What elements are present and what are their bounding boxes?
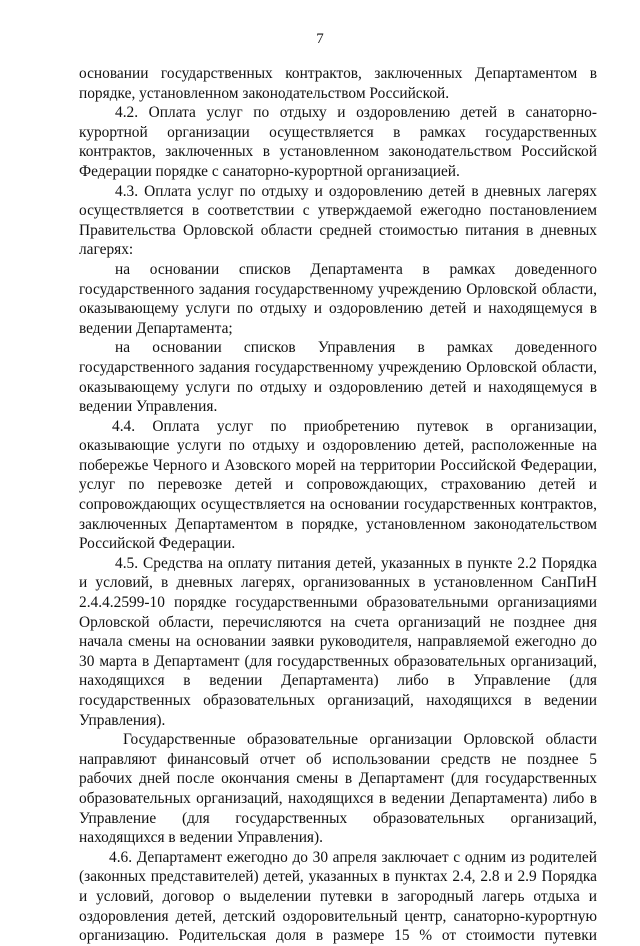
paragraph-4-5: 4.5. Средства на оплату питания детей, указанных в пункте 2.2 Порядка и условий, в дневных лагерях, организованных в установленном СанПиН 2.4.4.2599-10 порядке государственными образовательными организациями Орловской области, перечисляются на счета организаций не позднее дня начала смены на основании заявки руководителя, направляемой ежегодно до 30 марта в Департамент (для государственных образовательных организаций, находящихся в ведении Департамента) либо в Управление (для государственных образовательных организаций, находящихся в ведении Управления). <box>79 554 597 729</box>
document-body <box>79 64 597 946</box>
paragraph-4-3-item-administration: на основании списков Управления в рамках доведенного государственного задания государственному учреждению Орловской области, оказывающему услуги по отдыху и оздоровлению детей и находящемуся в ведении Управления. <box>79 339 597 416</box>
paragraph-4-4: 4.4. Оплата услуг по приобретению путевок в организации, оказывающие услуги по отдыху и оздоровлению детей, расположенные на побережье Черного и Азовского морей на территории Российской Федерации, услуг по перевозке детей и сопровождающих, страхованию детей и сопровождающих осуществляется на основании государственных контрактов, заключенных Департаментом в порядке, установленном законодательством Российской Федерации. <box>79 417 597 553</box>
page-number: 7 <box>316 31 324 47</box>
paragraph-continuation: основании государственных контрактов, заключенных Департаментом в порядке, установленном законодательством Российской. <box>79 65 597 102</box>
paragraph-financial-report: Государственные образовательные организации Орловской области направляют финансовый отчет об использовании средств не позднее 5 рабочих дней после окончания смены в Департамент (для государственных образовательных организаций, находящихся в ведении Департамента) либо в Управление (для государственных образовательных организаций, находящихся в ведении Управления). <box>79 731 597 847</box>
paragraph-4-6: 4.6. Департамент ежегодно до 30 апреля заключает с одним из родителей (законных представителей) детей, указанных в пунктах 2.4, 2.8 и 2.9 Порядка и условий, договор о выделении путевки в загородный лагерь отдыха и оздоровления детей, детский оздоровительный центр, санаторно-курортную организацию. Родительская доля в размере 15 % от стоимости путевки <box>79 848 597 945</box>
paragraph-4-3-item-department: на основании списков Департамента в рамках доведенного государственного задания государственному учреждению Орловской области, оказывающему услуги по отдыху и оздоровлению детей и находящемуся в ведении Департамента; <box>79 260 597 337</box>
paragraph-4-3: 4.3. Оплата услуг по отдыху и оздоровлению детей в дневных лагерях осуществляется в соответствии с утверждаемой ежегодно постановлением Правительства Орловской области средней стоимостью питания в дневных лагерях: <box>79 182 597 259</box>
paragraph-4-2: 4.2. Оплата услуг по отдыху и оздоровлению детей в санаторно-курортной организации осуществляется в рамках государственных контрактов, заключенных в установленном законодательством Российской Федерации порядке с санаторно-курортной организацией. <box>79 104 597 180</box>
